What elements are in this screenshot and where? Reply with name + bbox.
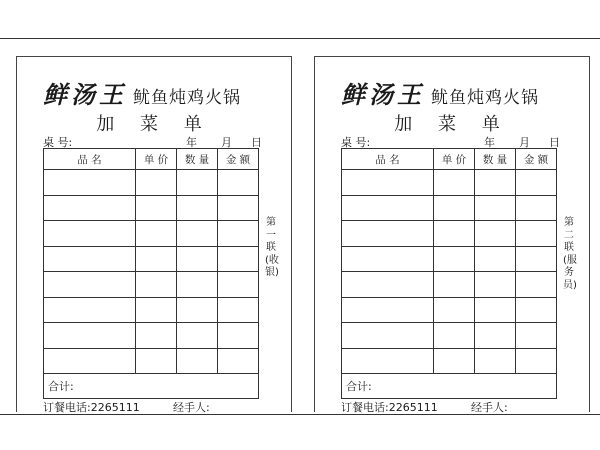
column-header-unit-price: 单 价 bbox=[136, 149, 177, 170]
table-row bbox=[342, 297, 557, 323]
handler-label: 经手人: bbox=[471, 401, 508, 414]
amount-cell[interactable] bbox=[218, 221, 259, 247]
amount-cell[interactable] bbox=[516, 323, 557, 349]
unit-price-cell[interactable] bbox=[136, 297, 177, 323]
slip-header-row bbox=[17, 134, 291, 148]
table-number-label: 桌 号: bbox=[341, 136, 371, 149]
date-day-label: 日 bbox=[251, 136, 262, 149]
brand-name: 鲜汤王 bbox=[341, 80, 425, 109]
phone-label: 订餐电话:2265111 bbox=[43, 401, 140, 414]
column-header-item-name: 品 名 bbox=[342, 149, 434, 170]
handler-label: 经手人: bbox=[173, 401, 210, 414]
item-name-cell[interactable] bbox=[44, 297, 136, 323]
brand bbox=[341, 75, 539, 110]
amount-cell[interactable] bbox=[218, 246, 259, 272]
column-header-unit-price: 单 价 bbox=[434, 149, 475, 170]
amount-cell[interactable] bbox=[218, 348, 259, 374]
total-row bbox=[342, 374, 557, 399]
slip-title: 加 菜 单 bbox=[96, 114, 212, 135]
unit-price-cell[interactable] bbox=[136, 272, 177, 298]
quantity-cell[interactable] bbox=[177, 221, 218, 247]
amount-cell[interactable] bbox=[218, 272, 259, 298]
unit-price-cell[interactable] bbox=[434, 246, 475, 272]
column-header-quantity: 数 量 bbox=[177, 149, 218, 170]
item-name-cell[interactable] bbox=[44, 195, 136, 221]
top-frame-line bbox=[0, 38, 600, 39]
date-year-label: 年 bbox=[484, 136, 495, 149]
table-row bbox=[44, 323, 259, 349]
column-header-quantity: 数 量 bbox=[475, 149, 516, 170]
total-label: 合计: bbox=[342, 374, 557, 399]
unit-price-cell[interactable] bbox=[434, 170, 475, 196]
item-name-cell[interactable] bbox=[44, 246, 136, 272]
unit-price-cell[interactable] bbox=[434, 221, 475, 247]
quantity-cell[interactable] bbox=[177, 195, 218, 221]
unit-price-cell[interactable] bbox=[136, 170, 177, 196]
quantity-cell[interactable] bbox=[475, 323, 516, 349]
quantity-cell[interactable] bbox=[475, 297, 516, 323]
item-name-cell[interactable] bbox=[44, 323, 136, 349]
order-slip-cashier-copy bbox=[16, 56, 292, 412]
unit-price-cell[interactable] bbox=[136, 195, 177, 221]
phone-label: 订餐电话:2265111 bbox=[341, 401, 438, 414]
item-name-cell[interactable] bbox=[342, 195, 434, 221]
item-name-cell[interactable] bbox=[44, 272, 136, 298]
item-name-cell[interactable] bbox=[44, 348, 136, 374]
quantity-cell[interactable] bbox=[177, 297, 218, 323]
quantity-cell[interactable] bbox=[475, 221, 516, 247]
date-year-label: 年 bbox=[186, 136, 197, 149]
order-table bbox=[43, 148, 259, 399]
table-row bbox=[44, 297, 259, 323]
order-slip-waiter-copy bbox=[314, 56, 590, 412]
quantity-cell[interactable] bbox=[475, 195, 516, 221]
quantity-cell[interactable] bbox=[475, 170, 516, 196]
table-header-row bbox=[342, 149, 557, 170]
table-row bbox=[44, 246, 259, 272]
total-row bbox=[44, 374, 259, 399]
item-name-cell[interactable] bbox=[342, 297, 434, 323]
table-row bbox=[342, 323, 557, 349]
column-header-amount: 金 额 bbox=[218, 149, 259, 170]
table-number-label: 桌 号: bbox=[43, 136, 73, 149]
amount-cell[interactable] bbox=[516, 246, 557, 272]
table-row bbox=[44, 221, 259, 247]
amount-cell[interactable] bbox=[516, 348, 557, 374]
item-name-cell[interactable] bbox=[342, 348, 434, 374]
amount-cell[interactable] bbox=[218, 170, 259, 196]
unit-price-cell[interactable] bbox=[136, 221, 177, 247]
date-month-label: 月 bbox=[519, 136, 530, 149]
date-day-label: 日 bbox=[549, 136, 560, 149]
item-name-cell[interactable] bbox=[342, 170, 434, 196]
brand-subtitle: 鱿鱼炖鸡火锅 bbox=[133, 88, 241, 108]
table-row bbox=[342, 170, 557, 196]
date-month-label: 月 bbox=[221, 136, 232, 149]
amount-cell[interactable] bbox=[516, 221, 557, 247]
unit-price-cell[interactable] bbox=[434, 348, 475, 374]
unit-price-cell[interactable] bbox=[434, 272, 475, 298]
table-row bbox=[44, 272, 259, 298]
table-row bbox=[44, 195, 259, 221]
item-name-cell[interactable] bbox=[342, 246, 434, 272]
item-name-cell[interactable] bbox=[342, 272, 434, 298]
quantity-cell[interactable] bbox=[177, 348, 218, 374]
quantity-cell[interactable] bbox=[475, 272, 516, 298]
column-header-item-name: 品 名 bbox=[44, 149, 136, 170]
table-row bbox=[44, 170, 259, 196]
slip-header-row bbox=[315, 134, 589, 148]
copy-designation: 第一联(收银) bbox=[265, 217, 279, 278]
quantity-cell[interactable] bbox=[177, 272, 218, 298]
amount-cell[interactable] bbox=[218, 323, 259, 349]
quantity-cell[interactable] bbox=[177, 170, 218, 196]
total-label: 合计: bbox=[44, 374, 259, 399]
table-row bbox=[342, 246, 557, 272]
table-row bbox=[44, 348, 259, 374]
amount-cell[interactable] bbox=[218, 297, 259, 323]
table-row bbox=[342, 195, 557, 221]
table-row bbox=[342, 272, 557, 298]
quantity-cell[interactable] bbox=[475, 348, 516, 374]
unit-price-cell[interactable] bbox=[434, 323, 475, 349]
item-name-cell[interactable] bbox=[342, 323, 434, 349]
unit-price-cell[interactable] bbox=[434, 195, 475, 221]
quantity-cell[interactable] bbox=[177, 323, 218, 349]
slip-title: 加 菜 单 bbox=[394, 114, 510, 135]
unit-price-cell[interactable] bbox=[136, 246, 177, 272]
unit-price-cell[interactable] bbox=[136, 348, 177, 374]
copy-designation: 第二联(服务员) bbox=[563, 217, 577, 291]
brand-subtitle: 鱿鱼炖鸡火锅 bbox=[431, 88, 539, 108]
quantity-cell[interactable] bbox=[475, 246, 516, 272]
quantity-cell[interactable] bbox=[177, 246, 218, 272]
unit-price-cell[interactable] bbox=[136, 323, 177, 349]
column-header-amount: 金 额 bbox=[516, 149, 557, 170]
amount-cell[interactable] bbox=[516, 272, 557, 298]
unit-price-cell[interactable] bbox=[434, 297, 475, 323]
order-table bbox=[341, 148, 557, 399]
amount-cell[interactable] bbox=[516, 297, 557, 323]
amount-cell[interactable] bbox=[516, 170, 557, 196]
amount-cell[interactable] bbox=[218, 195, 259, 221]
table-row bbox=[342, 221, 557, 247]
brand bbox=[43, 75, 241, 110]
item-name-cell[interactable] bbox=[44, 221, 136, 247]
item-name-cell[interactable] bbox=[342, 221, 434, 247]
table-header-row bbox=[44, 149, 259, 170]
brand-name: 鲜汤王 bbox=[43, 80, 127, 109]
amount-cell[interactable] bbox=[516, 195, 557, 221]
item-name-cell[interactable] bbox=[44, 170, 136, 196]
table-row bbox=[342, 348, 557, 374]
